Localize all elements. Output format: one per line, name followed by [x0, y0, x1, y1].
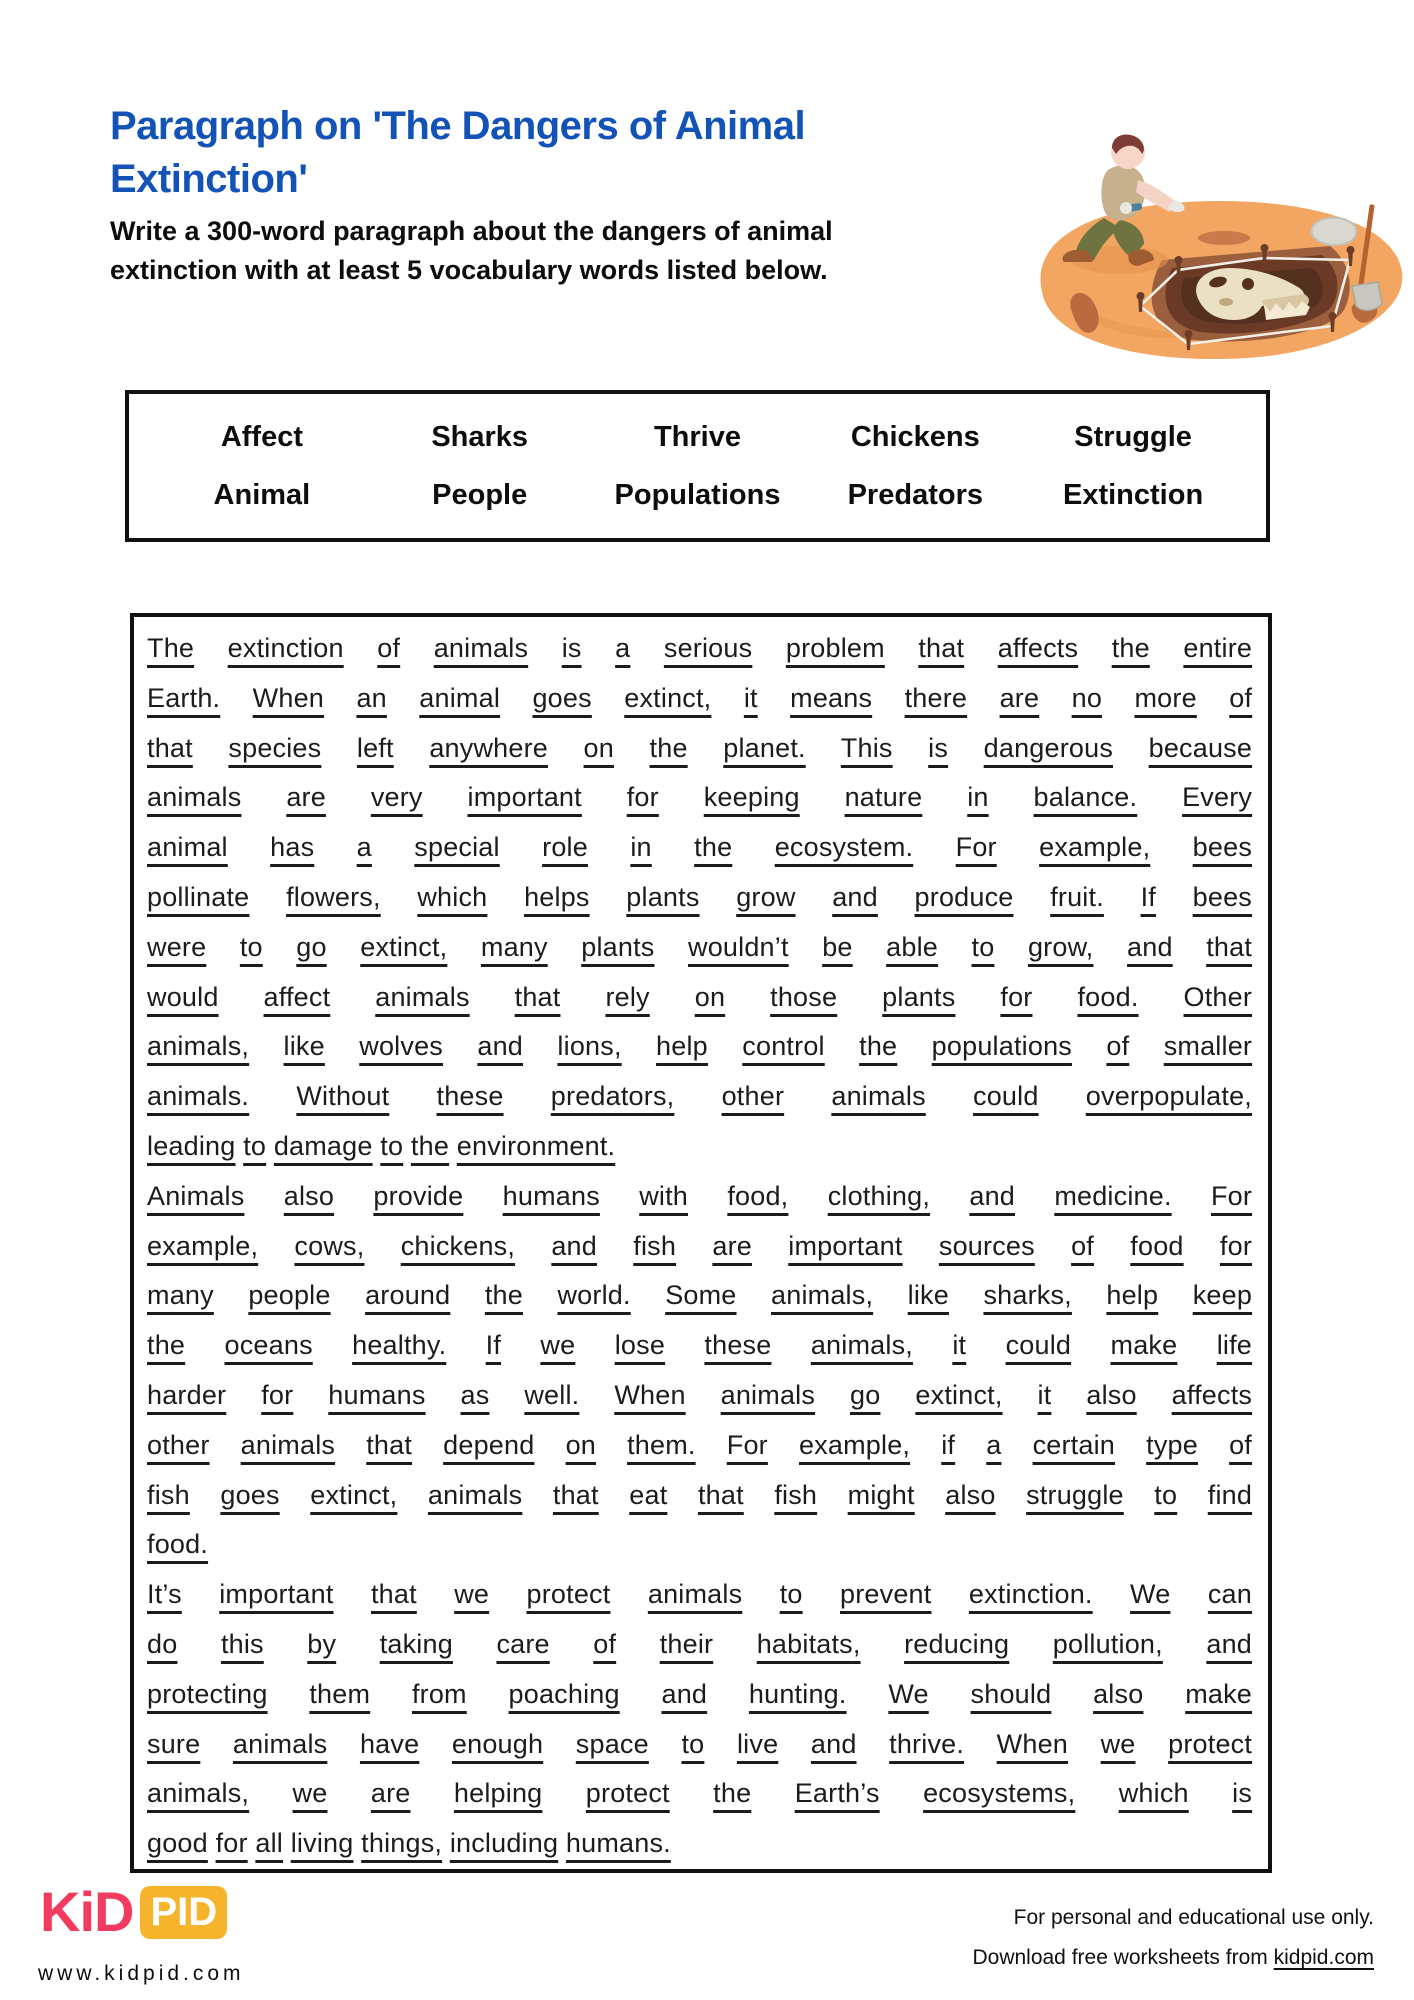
essay-line: example, cows, chickens, and fish are important sources of food for	[147, 1230, 1253, 1261]
excavation-illustration	[1012, 100, 1410, 378]
usage-note-line2: Download free worksheets from kidpid.com	[972, 1946, 1374, 1969]
essay-box	[130, 613, 1272, 1873]
vocabulary-box	[125, 390, 1270, 542]
vocab-word-thrive: Thrive	[653, 420, 741, 453]
kidpid-link[interactable]: kidpid.com	[1273, 1946, 1374, 1969]
essay-line: It’s important that we protect animals to prevent extinction. We can	[147, 1579, 1252, 1610]
essay-line: animals are very important for keeping nature in balance. Every	[147, 782, 1253, 813]
essay-line: other animals that depend on them. For example, if a certain type of	[147, 1429, 1253, 1460]
essay-line: leading to damage to the environment.	[147, 1130, 616, 1161]
logo-kid-text: KiD	[40, 1880, 134, 1943]
paleontologist-excavating-dinosaur-fossil-icon	[1012, 100, 1410, 378]
vocab-word-populations: Populations	[614, 478, 781, 511]
essay-line: would affect animals that rely on those plants for food. Other	[147, 981, 1253, 1012]
essay-line: animals, we are helping protect the Earth’s ecosystems, which is	[147, 1778, 1253, 1809]
essay-line: protecting them from poaching and hunting. We should also make	[147, 1678, 1253, 1709]
essay-line: Animals also provide humans with food, clothing, and medicine. For	[147, 1180, 1253, 1211]
vocab-word-extinction: Extinction	[1063, 478, 1204, 511]
essay-line: many people around the world. Some animals, like sharks, help keep	[147, 1280, 1253, 1311]
logo-pid-badge: PID	[140, 1886, 227, 1939]
essay-line: the oceans healthy. If we lose these animals, it could make life	[147, 1330, 1253, 1361]
essay-line: that species left anywhere on the planet. This is dangerous because	[147, 732, 1253, 763]
essay-line: good for all living things, including humans.	[147, 1828, 671, 1859]
vocab-word-animal: Animal	[213, 478, 311, 511]
kidpid-logo	[40, 1880, 227, 1943]
essay-line: fish goes extinct, animals that eat that fish might also struggle to find	[147, 1479, 1253, 1510]
essay-line: harder for humans as well. When animals go extinct, it also affects	[147, 1379, 1253, 1410]
instructions-text: Write a 300-word paragraph about the dangers of animal extinction with at least 5 vocabulary words listed below.	[110, 216, 833, 286]
essay-line: animal has a special role in the ecosystem. For example, bees	[147, 832, 1253, 863]
essay-line: sure animals have enough space to live and thrive. When we protect	[147, 1728, 1253, 1759]
usage-note-line1: For personal and educational use only.	[1013, 1906, 1374, 1929]
essay-line: Earth. When an animal goes extinct, it means there are no more of	[147, 682, 1253, 713]
vocab-word-affect: Affect	[220, 420, 303, 453]
vocab-word-predators: Predators	[847, 478, 983, 511]
page-title: Paragraph on 'The Dangers of Animal Extinction'	[110, 104, 806, 201]
essay-line: were to go extinct, many plants wouldn’t be able to grow, and that	[147, 931, 1253, 962]
essay-line: food.	[147, 1529, 209, 1560]
website-url: www.kidpid.com	[38, 1962, 245, 1985]
vocab-word-struggle: Struggle	[1074, 420, 1192, 453]
essay-line: The extinction of animals is a serious problem that affects the entire	[147, 633, 1253, 663]
rock	[1311, 218, 1356, 245]
essay-line: animals. Without these predators, other animals could overpopulate,	[147, 1081, 1253, 1112]
vocab-word-chickens: Chickens	[850, 420, 980, 453]
footer-note	[972, 1898, 1374, 1978]
essay-text	[147, 624, 1252, 1869]
essay-line: animals, like wolves and lions, help control the populations of smaller	[147, 1031, 1253, 1062]
vocab-word-sharks: Sharks	[431, 420, 529, 453]
essay-line: do this by taking care of their habitats, reducing pollution, and	[147, 1628, 1253, 1659]
essay-line: pollinate flowers, which helps plants grow and produce fruit. If bees	[147, 881, 1253, 912]
vocab-word-people: People	[432, 478, 528, 511]
